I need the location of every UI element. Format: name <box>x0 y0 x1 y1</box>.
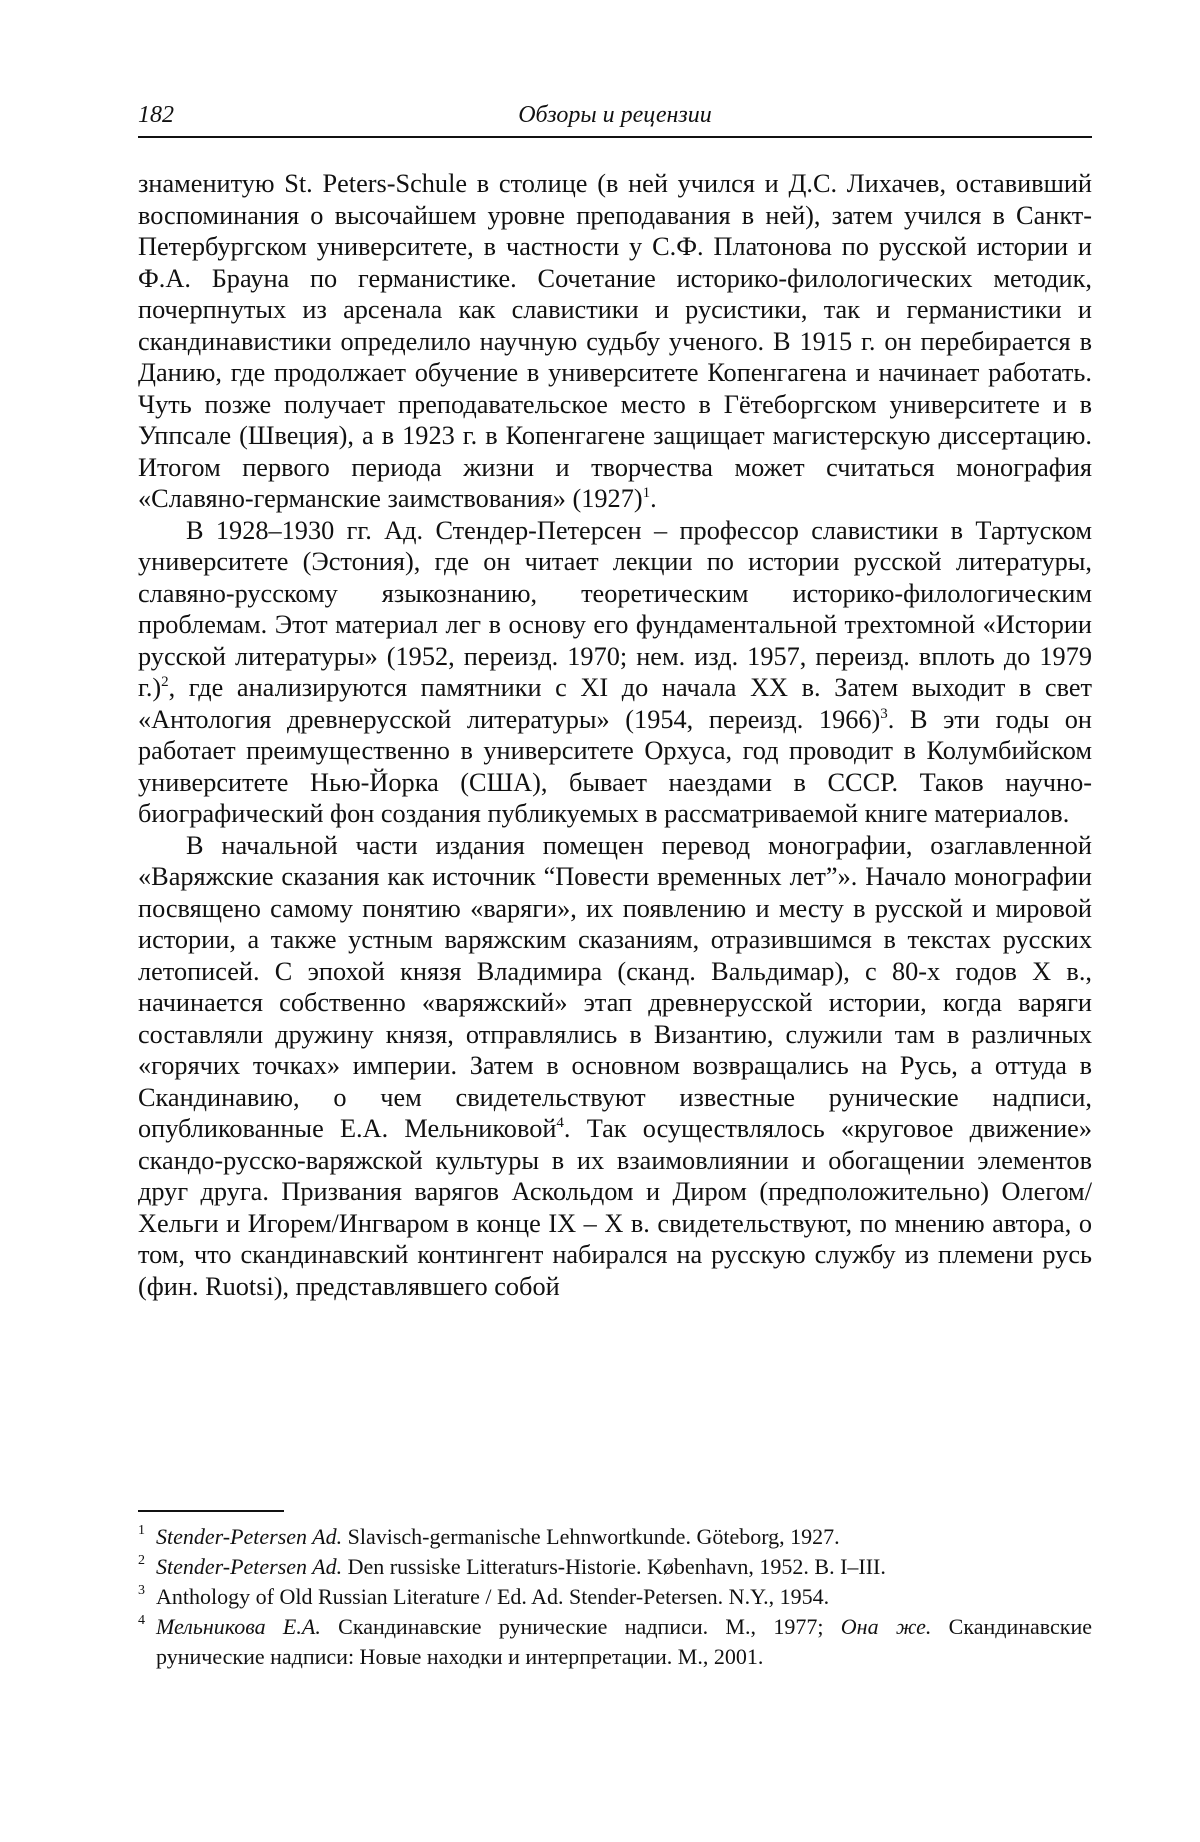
paragraph-2 <box>138 515 1092 830</box>
footnote-author-ibid: Она же. <box>840 1614 932 1639</box>
footnote-4 <box>138 1612 1092 1672</box>
footnote-ref-1[interactable]: 1 <box>642 485 651 502</box>
footnote-number: 2 <box>138 1553 145 1568</box>
paragraph-2-part-b: , где анализируются памятники с XI до начала XX в. Затем выходит в свет «Антология древнерусской литературы» (1954, переизд. 1966) <box>138 673 1092 734</box>
footnote-2 <box>138 1552 1092 1582</box>
footnote-text: Anthology of Old Russian Literature / Ed. Ad. Stender-Petersen. N.Y., 1954. <box>156 1584 830 1609</box>
footnote-text-continued: Скандинавские рунические надписи: Новые находки и интерпретации. М., 2001. <box>156 1614 1092 1669</box>
paragraph-1 <box>138 168 1092 515</box>
paragraph-2-part-a: В 1928–1930 гг. Ад. Стендер-Петерсен – профессор славистики в Тартуском университете (Эстония), где он читает лекции по истории русской литературы, славяно-русскому языкознанию, теоретическим историко-филологическим проблемам. Этот материал лег в основу его фундаментальной трехтомной «Истории русской литературы» (1952, переизд. 1970; нем. изд. 1957, переизд. вплоть до 1979 г.) <box>138 515 1092 702</box>
footnote-text: Скандинавские рунические надписи. М., 1977; <box>320 1614 841 1639</box>
footnote-author: Stender-Petersen Ad. <box>156 1554 343 1579</box>
footnote-text: Den russiske Litteraturs-Historie. København, 1952. B. I–III. <box>342 1554 886 1579</box>
footnote-separator <box>138 1510 284 1512</box>
paragraph-1-end: . <box>650 484 657 513</box>
footnote-author: Мельникова Е.А. <box>156 1614 321 1639</box>
paragraph-3-part-b: . Так осуществлялось «круговое движение» скандо-русско-варяжской культуры в их взаимовлиянии и обогащении элементов друг друга. Призвания варягов Аскольдом и Диром (предположительно) Олегом/Хельги и Игорем/Ингваром в конце IX – X в. свидетельствуют, по мнению автора, о том, что скандинавский контингент набирался на русскую службу из племени русь (фин. Ruotsi), представлявшего собой <box>138 1114 1092 1301</box>
running-title: Обзоры и рецензии <box>518 102 712 128</box>
footnote-ref-2[interactable]: 2 <box>161 674 169 691</box>
footnote-number: 4 <box>138 1613 145 1628</box>
paragraph-1-text: знаменитую St. Peters-Schule в столице (в ней учился и Д.С. Лихачев, оставивший воспоминания о высочайшем уровне преподавания в ней), затем учился в Санкт-Петербургском университете, в частности у С.Ф. Платонова по русской истории и Ф.А. Брауна по германистике. Сочетание историко-филологических методик, почерпнутых из арсенала как славистики и русистики, так и германистики и скандинавистики определило научную судьбу ученого. В 1915 г. он перебирается в Данию, где продолжает обучение в университете Копенгагена и начинает работать. Чуть позже получает преподавательское место в Гётеборгском университете и в Уппсале (Швеция), а в 1923 г. в Копенгагене защищает магистерскую диссертацию. Итогом первого периода жизни и творчества может считаться монография «Славяно-германские заимствования» (1927) <box>138 169 1092 513</box>
paragraph-2-part-c: . В эти годы он работает преимущественно в университете Орхуса, год проводит в Колумбийском университете Нью-Йорка (США), бывает наездами в СССР. Таков научно-биографический фон создания публикуемых в рассматриваемой книге материалов. <box>138 704 1092 828</box>
footnote-3 <box>138 1582 1092 1612</box>
paragraph-3-part-a: В начальной части издания помещен перевод монографии, озаглавленной «Варяжские сказания как источник “Повести временных лет”». Начало монографии посвящено самому понятию «варяги», их появлению и месту в русской и мировой истории, а также устным варяжским сказаниям, отразившимся в текстах русских летописей. С эпохой князя Владимира (сканд. Вальдимар), с 80-х годов X в., начинается собственно «варяжский» этап древнерусской истории, когда варяги составляли дружину князя, отправлялись в Византию, служили там в различных «горячих точках» империи. Затем в основном возвращались на Русь, а оттуда в Скандинавию, о чем свидетельствуют известные рунические надписи, опубликованные Е.А. Мельниковой <box>138 830 1092 1143</box>
footnote-ref-4[interactable]: 4 <box>556 1115 564 1132</box>
main-text <box>138 168 1092 1302</box>
footnote-ref-3[interactable]: 3 <box>880 705 888 722</box>
footnotes <box>138 1522 1092 1672</box>
footnote-author: Stender-Petersen Ad. <box>156 1524 343 1549</box>
footnote-number: 3 <box>138 1583 145 1598</box>
footnote-text: Slavisch-germanische Lehnwortkunde. Göteborg, 1927. <box>342 1524 840 1549</box>
footnote-1 <box>138 1522 1092 1552</box>
paragraph-3 <box>138 830 1092 1303</box>
page-header <box>138 98 1092 138</box>
footnote-number: 1 <box>138 1523 145 1538</box>
page-number: 182 <box>138 102 174 128</box>
